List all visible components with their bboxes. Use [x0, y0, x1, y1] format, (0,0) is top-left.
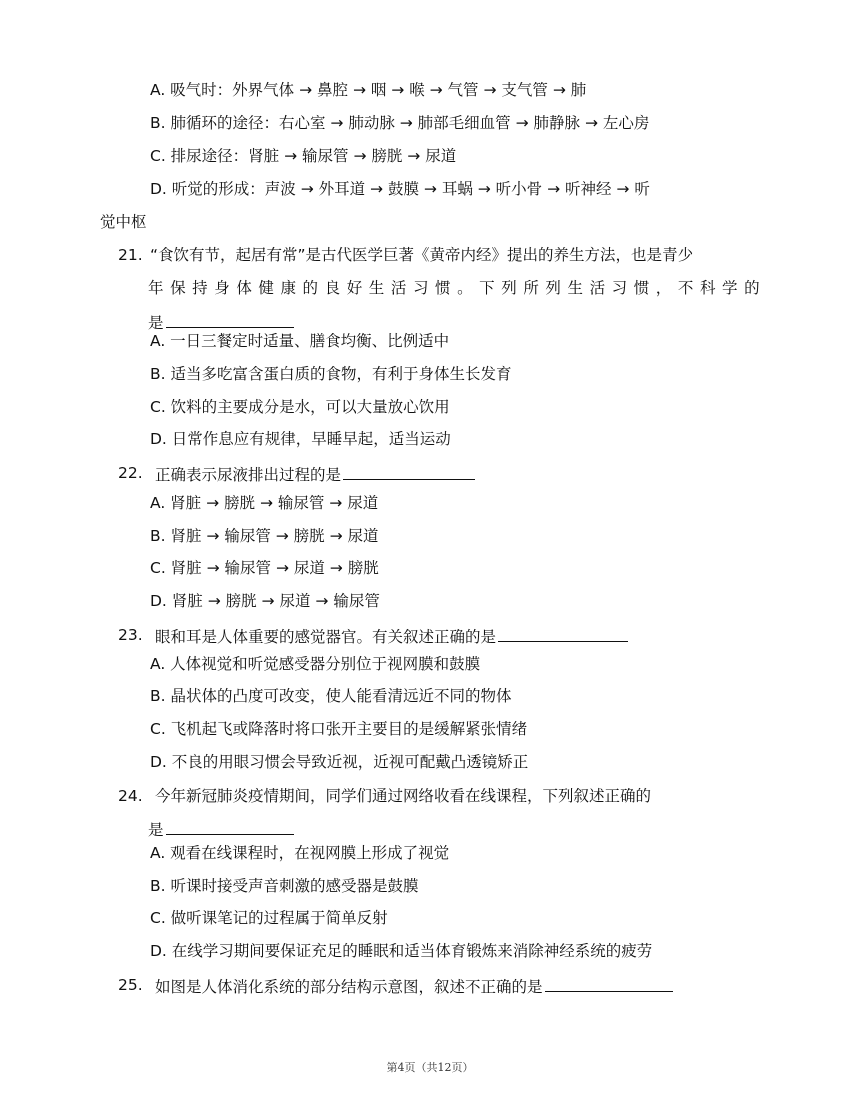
q21-stem-char: ， [655, 279, 672, 297]
q23-number: 23. [118, 626, 143, 644]
q21-stem-char: 的 [302, 279, 319, 297]
q24-option-d: D. 在线学习期间要保证充足的睡眠和适当体育锻炼来消除神经系统的疲劳 [150, 942, 653, 960]
q23-option-d: D. 不良的用眼习惯会导致近视，近视可配戴凸透镜矫正 [150, 753, 529, 771]
q21-stem-char: 下 [479, 279, 495, 297]
q21-stem-char: 列 [501, 279, 517, 297]
q21-stem-line3 [148, 311, 294, 333]
q21-stem-tail: 是 [148, 314, 164, 332]
q21-stem-char: 。 [457, 279, 473, 297]
q25-answer-blank[interactable] [545, 975, 673, 992]
q21-stem-char: 活 [390, 279, 407, 297]
q22-stem-text: 正确表示尿液排出过程的是 [155, 466, 342, 484]
q21-stem-char: 学 [722, 279, 738, 297]
q21-option-d: D. 日常作息应有规律，早睡早起，适当运动 [150, 430, 451, 448]
q21-stem-char: 科 [699, 279, 716, 297]
q24-stem-tail: 是 [148, 821, 164, 839]
q21-stem-char: 良 [324, 279, 341, 297]
q22-option-d: D. 肾脏 → 膀胱 → 尿道 → 输尿管 [150, 592, 380, 610]
q21-number: 21. [118, 246, 143, 264]
prev-option-b: B. 肺循环的途径：右心室 → 肺动脉 → 肺部毛细血管 → 肺静脉 → 左心房 [150, 114, 650, 132]
prev-option-a: A. 吸气时：外界气体 → 鼻腔 → 咽 → 喉 → 气管 → 支气管 → 肺 [150, 81, 587, 99]
q21-stem-char: 不 [677, 279, 694, 297]
q21-stem-char: 习 [412, 279, 429, 297]
q22-option-a: A. 肾脏 → 膀胱 → 输尿管 → 尿道 [150, 494, 379, 512]
q21-stem-line1: “食饮有节，起居有常”是古代医学巨著《黄帝内经》提出的养生方法，也是青少 [150, 246, 694, 264]
q21-option-a: A. 一日三餐定时适量、膳食均衡、比例适中 [150, 332, 450, 350]
q21-stem-char: 列 [545, 279, 561, 297]
q21-stem-char: 持 [192, 279, 208, 297]
q21-option-b: B. 适当多吃富含蛋白质的食物，有利于身体生长发育 [150, 365, 512, 383]
q25-stem [155, 975, 673, 997]
q22-stem [155, 463, 475, 485]
q22-option-c: C. 肾脏 → 输尿管 → 尿道 → 膀胱 [150, 559, 379, 577]
q23-stem-text: 眼和耳是人体重要的感觉器官。有关叙述正确的是 [155, 628, 497, 646]
prev-option-d-line1: D. 听觉的形成：声波 → 外耳道 → 鼓膜 → 耳蜗 → 听小骨 → 听神经 → 听 [150, 180, 650, 198]
q21-stem-char: 身 [214, 279, 230, 297]
q21-stem-char: 生 [567, 279, 583, 297]
q21-answer-blank[interactable] [166, 311, 294, 328]
prev-option-d-line2: 觉中枢 [100, 213, 147, 231]
q22-option-b: B. 肾脏 → 输尿管 → 膀胱 → 尿道 [150, 527, 379, 545]
q22-answer-blank[interactable] [343, 463, 475, 480]
q21-stem-char: 康 [280, 279, 296, 297]
q24-stem-line1: 今年新冠肺炎疫情期间，同学们通过网络收看在线课程，下列叙述正确的 [155, 787, 652, 805]
q21-stem-char: 所 [523, 279, 539, 297]
q21-stem-char: 体 [236, 279, 252, 297]
q25-number: 25. [118, 976, 143, 994]
q21-stem-char: 年 [148, 279, 164, 297]
page-footer: 第4页（共12页） [386, 1061, 474, 1074]
q24-option-c: C. 做听课笔记的过程属于简单反射 [150, 909, 388, 927]
q23-option-b: B. 晶状体的凸度可改变，使人能看清远近不同的物体 [150, 687, 512, 705]
q21-stem-char: 的 [744, 279, 760, 297]
q23-option-c: C. 飞机起飞或降落时将口张开主要目的是缓解紧张情绪 [150, 720, 528, 738]
q21-stem-line2 [148, 278, 760, 298]
q21-stem-char: 好 [346, 279, 363, 297]
q23-answer-blank[interactable] [498, 625, 628, 642]
q24-option-b: B. 听课时接受声音刺激的感受器是鼓膜 [150, 877, 419, 895]
q22-number: 22. [118, 464, 143, 482]
q23-stem [155, 625, 628, 647]
q24-stem-line2 [148, 818, 294, 840]
q21-stem-char: 生 [368, 279, 385, 297]
q24-number: 24. [118, 787, 143, 805]
q23-option-a: A. 人体视觉和听觉感受器分别位于视网膜和鼓膜 [150, 655, 481, 673]
q21-stem-char: 惯 [435, 279, 451, 297]
q24-answer-blank[interactable] [166, 818, 294, 835]
q25-stem-text: 如图是人体消化系统的部分结构示意图，叙述不正确的是 [155, 978, 543, 996]
q21-stem-char: 健 [258, 279, 274, 297]
q21-stem-char: 保 [170, 279, 186, 297]
q21-stem-char: 习 [611, 279, 628, 297]
q21-stem-char: 惯 [633, 279, 650, 297]
prev-option-c: C. 排尿途径：肾脏 → 输尿管 → 膀胱 → 尿道 [150, 147, 457, 165]
q24-option-a: A. 观看在线课程时，在视网膜上形成了视觉 [150, 844, 450, 862]
q21-option-c: C. 饮料的主要成分是水，可以大量放心饮用 [150, 398, 450, 416]
q21-stem-char: 活 [589, 279, 606, 297]
